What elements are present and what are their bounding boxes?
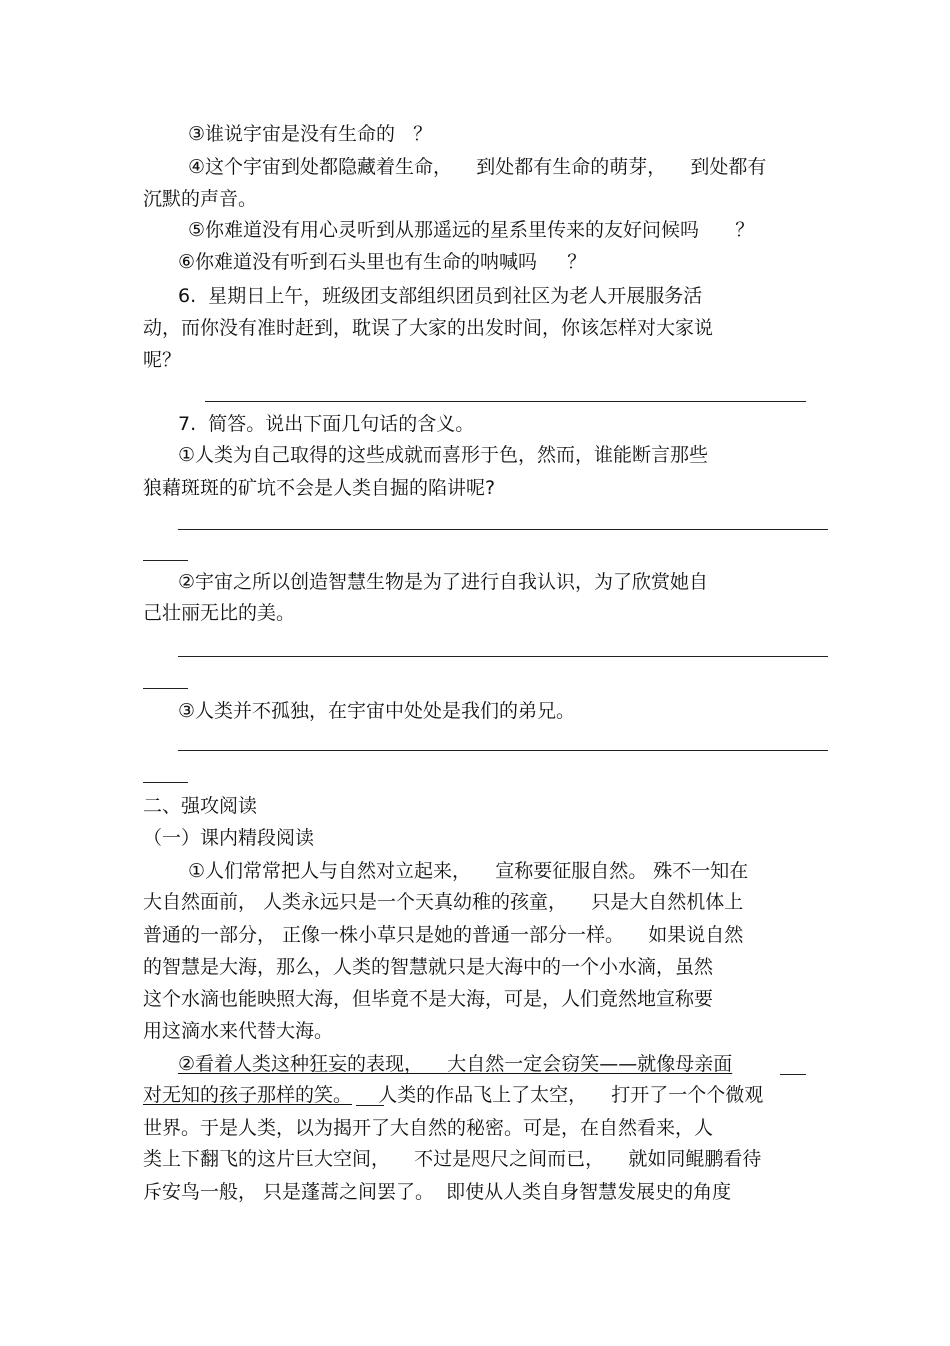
text-line: 沉默的声音。 — [143, 188, 258, 210]
text-line: 斥安鸟一般， 只是蓬蒿之间罢了。 即使从人类自身智慧发展史的角度 — [143, 1181, 732, 1203]
section-heading: 二、强攻阅读 — [143, 795, 258, 817]
underline-extension — [780, 1074, 806, 1075]
text-line: 的智慧是大海，那么，人类的智慧就只是大海中的一个小水滴，虽然 — [143, 956, 714, 978]
answer-line — [178, 750, 828, 751]
answer-line-tail — [143, 688, 188, 689]
answer-line-tail — [143, 782, 188, 783]
text-line: 类上下翻飞的这片巨大空间， 不过是咫尺之间而已， 就如同鲲鹏看待 — [143, 1148, 762, 1170]
text-line: 这个水滴也能映照大海，但毕竟不是大海，可是，人们竟然地宣称要 — [143, 988, 714, 1010]
text-line: ④这个宇宙到处都隐藏着生命， 到处都有生命的萌芽， 到处都有 — [188, 156, 767, 178]
text-line: ⑥你难道没有听到石头里也有生命的呐喊吗 ？ — [178, 251, 587, 273]
text-line: 狼藉斑斑的矿坑不会是人类自掘的陷讲呢? — [143, 477, 496, 499]
answer-line — [178, 529, 828, 530]
text-line: 动，而你没有准时赶到，耽误了大家的出发时间，你该怎样对大家说 — [143, 317, 714, 339]
answer-line-tail — [143, 560, 188, 561]
text-line: 大自然面前， 人类永远只是一个天真幼稚的孩童， 只是大自然机体上 — [143, 891, 744, 913]
text-line: ②宇宙之所以创造智慧生物是为了进行自我认识，为了欣赏她自 — [178, 571, 709, 593]
text-line: 普通的一部分， 正像一株小草只是她的普通一部分一样。 如果说自然 — [143, 924, 744, 946]
text-line: 己壮丽无比的美。 — [143, 602, 296, 624]
text-line: 呢？ — [143, 349, 182, 371]
text-line: 人类的作品飞上了太空， 打开了一个个微观 — [366, 1084, 764, 1106]
question-6: 6. 星期日上午，班级团支部组织团员到社区为老人开展服务活 — [178, 285, 703, 307]
question-7: 7. 简答。说出下面几句话的含义。 — [178, 413, 475, 435]
underlined-line: 对无知的孩子那样的笑。 — [143, 1084, 353, 1106]
underlined-line: ②看着人类这种狂妄的表现， 大自然一定会窃笑——就像母亲面 — [178, 1053, 733, 1075]
text-line: ①人类为自己取得的这些成就而喜形于色，然而，谁能断言那些 — [178, 444, 709, 466]
text-line: ①人们常常把人与自然对立起来， 宣称要征服自然。 殊不一知在 — [188, 860, 749, 882]
text-line: 世界。于是人类，以为揭开了大自然的秘密。可是，在自然看来，人 — [143, 1117, 714, 1139]
text-line: ③人类并不孤独，在宇宙中处处是我们的弟兄。 — [178, 700, 576, 722]
text-line: ⑤你难道没有用心灵听到从那遥远的星系里传来的友好问候吗 ？ — [188, 219, 755, 241]
answer-line — [205, 401, 806, 402]
answer-line — [178, 656, 828, 657]
text-line: ③谁说宇宙是没有生命的 ？ — [188, 123, 433, 145]
subsection-heading: （一）课内精段阅读 — [143, 827, 315, 849]
text-line: 用这滴水来代替大海。 — [143, 1020, 334, 1042]
